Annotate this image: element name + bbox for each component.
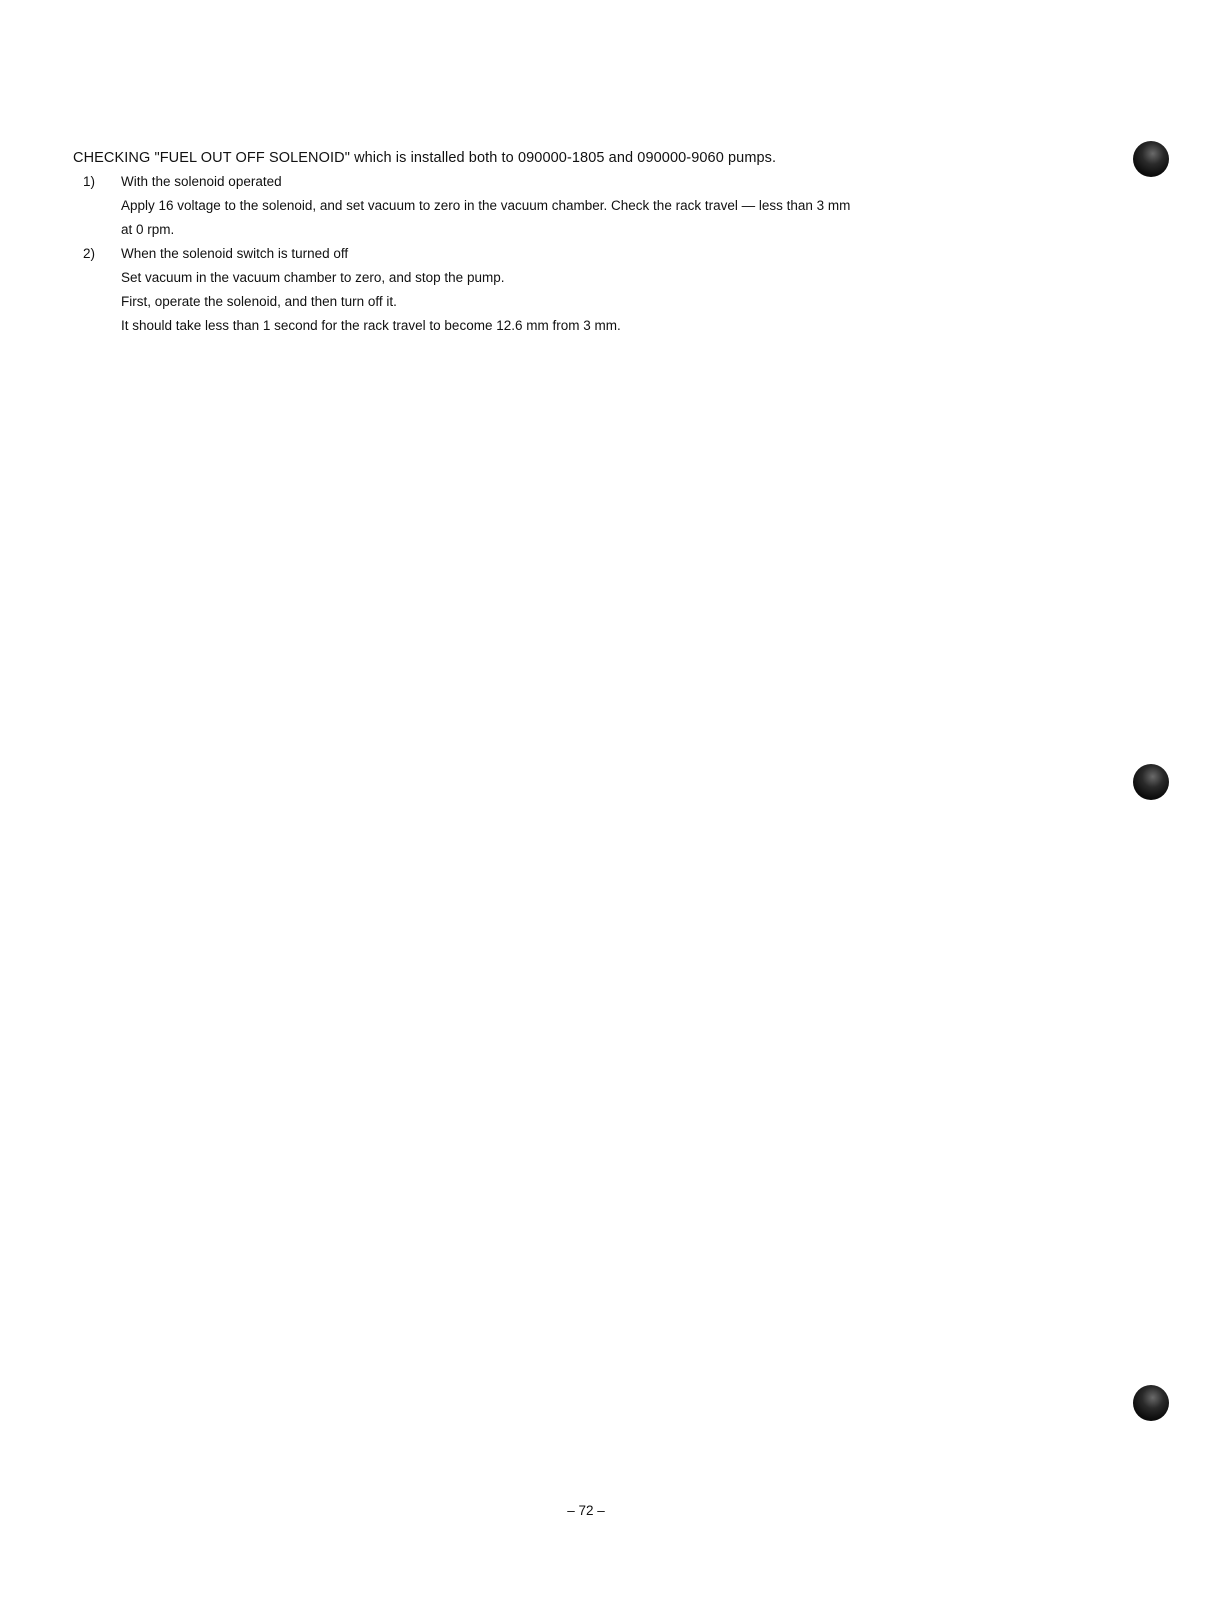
item-text-line: First, operate the solenoid, and then turn off it. [121, 294, 397, 309]
list-item [73, 170, 1073, 242]
item-number: 2) [83, 246, 96, 261]
item-text-line: Set vacuum in the vacuum chamber to zero, and stop the pump. [121, 270, 505, 285]
item-text-line: Apply 16 voltage to the solenoid, and set vacuum to zero in the vacuum chamber. Check the rack travel — less than 3 mm [121, 198, 851, 213]
item-title: When the solenoid switch is turned off [121, 246, 349, 261]
punch-hole-top [1133, 141, 1169, 177]
procedure-list [73, 170, 1073, 338]
page-number: – 72 – [567, 1503, 605, 1518]
list-item [73, 242, 1073, 338]
item-title: With the solenoid operated [121, 174, 282, 189]
item-text-line: It should take less than 1 second for the rack travel to become 12.6 mm from 3 mm. [121, 318, 621, 333]
item-text-line: at 0 rpm. [121, 222, 175, 237]
item-number: 1) [83, 174, 96, 189]
section-heading: CHECKING "FUEL OUT OFF SOLENOID" which is installed both to 090000-1805 and 090000-9060 pumps. [73, 150, 777, 166]
punch-hole-bottom [1133, 1385, 1169, 1421]
document-body [73, 146, 1073, 338]
punch-hole-middle [1133, 764, 1169, 800]
